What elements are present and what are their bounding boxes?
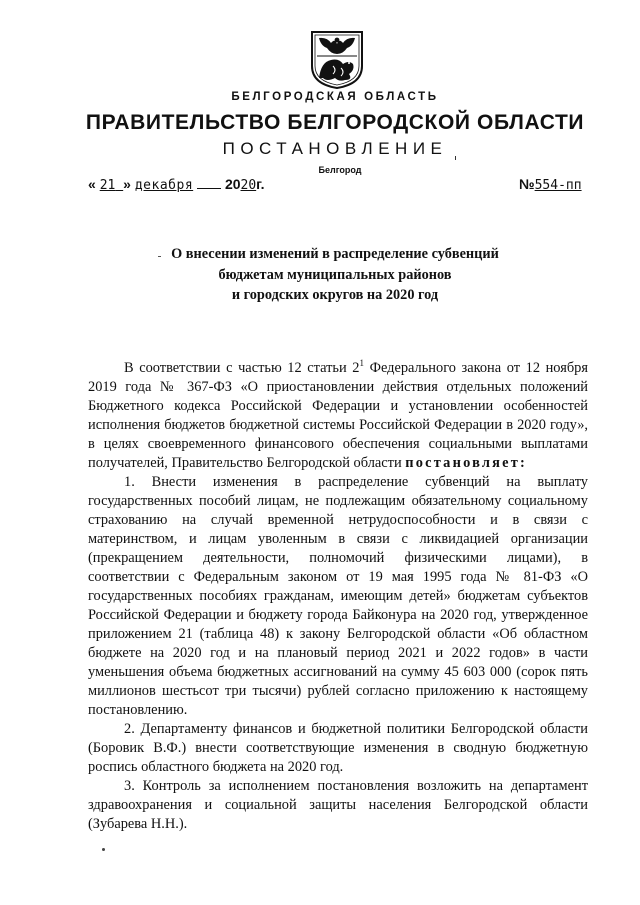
date-day bbox=[100, 178, 123, 193]
date-underline bbox=[197, 188, 221, 189]
title-line-3: и городских округов на 2020 год bbox=[231, 287, 439, 303]
government-name: ПРАВИТЕЛЬСТВО БЕЛГОРОДСКОЙ ОБЛАСТИ bbox=[85, 111, 585, 134]
document-type: ПОСТАНОВЛЕНИЕ bbox=[222, 139, 448, 158]
title-line-1: О внесении изменений в распределение субвенций bbox=[171, 246, 499, 262]
date-year-prefix: 20 bbox=[224, 176, 241, 192]
decree-number bbox=[519, 176, 582, 193]
ink-dot bbox=[102, 848, 105, 851]
preamble-text-b: Федерального закона от 12 ноября 2019 года № 367-ФЗ «О приостановлении действия отдельных положений Бюджетного кодекса Российской Федерации и установлении особенностей исполнения бюджетов бюджетной системы Российской Федерации в 2020 году», в целях своевременного финансового обеспечения социальными выплатами получателей, Правительство Белгородской области bbox=[88, 360, 588, 471]
decree-date bbox=[88, 176, 265, 193]
city-name: Белгород bbox=[318, 165, 362, 175]
resolves-word: постановляет: bbox=[405, 455, 527, 471]
date-month-value: декабря bbox=[134, 178, 194, 193]
belgorod-coat-of-arms-icon bbox=[309, 30, 365, 90]
item-3-paragraph: 3. Контроль за исполнением постановления возложить на департамент здравоохранения и социальной защиты населения Белгородской области (Зубарева Н.Н.). bbox=[88, 778, 588, 832]
number-value: 554-пп bbox=[534, 178, 582, 193]
date-day-value: 21 bbox=[99, 178, 116, 193]
item-3-block bbox=[88, 777, 588, 834]
preamble-text-a: В соответствии с частью 12 статьи 2 bbox=[124, 360, 360, 376]
date-month bbox=[135, 178, 193, 193]
number-prefix: № bbox=[519, 176, 535, 192]
preamble-and-item-1 bbox=[88, 359, 588, 720]
item-1-paragraph: 1. Внести изменения в распределение субвенций на выплату государственных пособий лицам, не подлежащим обязательному социальному страхованию на случай временной нетрудоспособности и в связи с материнством, и лицам уволенным в связи с ликвидацией организации (прекращением деятельности, полномочий физическими лицами), в соответствии с Федеральным законом от 19 мая 1995 года № 81-ФЗ «О государственных пособиях гражданам, имеющим детей» бюджетам субъектов Российской Федерации и бюджету города Байконура на 2020 год, утвержденное приложением 21 (таблица 48) к закону Белгородской области «Об областном бюджете на 2020 год и на плановый период 2021 и 2022 годов» в части уменьшения объема бюджетных ассигнований на сумму 45 603 000 (сорок пять миллионов шестьсот три тысячи) рублей согласно приложению к настоящему постановлению. bbox=[88, 474, 588, 718]
title-line-2: бюджетам муниципальных районов bbox=[218, 266, 452, 283]
item-2-block bbox=[88, 720, 588, 777]
article-superscript: 1 bbox=[359, 358, 364, 369]
date-open-quote: « bbox=[88, 176, 96, 192]
date-close-quote: » bbox=[123, 176, 131, 192]
region-name: БЕЛГОРОДСКАЯ ОБЛАСТЬ bbox=[231, 91, 439, 103]
decree-title bbox=[0, 244, 640, 306]
ink-mark bbox=[455, 156, 456, 160]
date-year-unit: г. bbox=[256, 176, 265, 192]
preamble-paragraph bbox=[88, 359, 588, 473]
item-2-paragraph: 2. Департаменту финансов и бюджетной политики Белгородской области (Боровик В.Ф.) внести соответствующие изменения в сводную бюджетную роспись областного бюджета на 2020 год. bbox=[88, 721, 588, 775]
date-year-suffix: 20 bbox=[240, 178, 257, 193]
